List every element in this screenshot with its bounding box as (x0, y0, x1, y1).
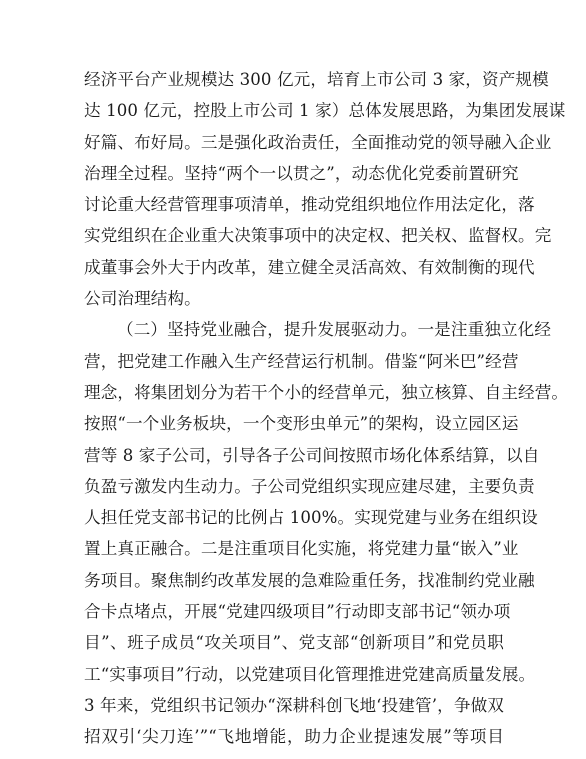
text-line: 营等 8 家子公司，引导各子公司间按照市场化体系结算，以自 (84, 445, 540, 465)
text-line: 3 年来，党组织书记领办“深耕科创飞地‘投建管’，争做双 (84, 695, 504, 715)
text-line: 合卡点堵点，开展“党建四级项目”行动即支部书记“领办项 (84, 602, 511, 622)
text-line: 实党组织在企业重大决策事项中的决定权、把关权、监督权。完 (84, 226, 552, 246)
text-line: 营，把党建工作融入生产经营运行机制。借鉴“阿米巴”经营 (84, 351, 519, 371)
text-line: 置上真正融合。二是注重项目化实施，将党建力量“嵌入”业 (84, 539, 519, 559)
text-line: 理念，将集团划分为若干个小的经营单元，独立核算、自主经营。 (84, 382, 569, 402)
text-line: 成董事会外大于内改革，建立健全灵活高效、有效制衡的现代 (84, 257, 535, 277)
text-line: 负盈亏激发内生动力。子公司党组织实现应建尽建，主要负责 (84, 476, 535, 496)
text-line: 公司治理结构。 (84, 289, 201, 309)
text-line: 好篇、布好局。三是强化政治责任，全面推动党的领导融入企业 (84, 132, 552, 152)
text-line: 招双引‘尖刀连’”“飞地增能，助力企业提速发展”等项目 (84, 727, 504, 747)
text-line: 目”、班子成员“攻关项目”、党支部“创新项目”和党员职 (84, 633, 504, 653)
text-line: 人担任党支部书记的比例占 100%。实现党建与业务在组织设 (84, 508, 538, 528)
text-line: 按照“一个业务板块，一个变形虫单元”的架构，设立园区运 (84, 414, 519, 434)
text-line: 经济平台产业规模达 300 亿元，培育上市公司 3 家，资产规模 (84, 70, 549, 89)
body-text (84, 64, 569, 753)
text-line: 务项目。聚焦制约改革发展的急难险重任务，找准制约党业融 (84, 570, 535, 590)
text-line: 达 100 亿元，控股上市公司 1 家）总体发展思路，为集团发展谋 (84, 101, 566, 121)
section-heading-line: （二）坚持党业融合，提升发展驱动力。一是注重独立化经 (117, 320, 552, 340)
text-line: 工“实事项目”行动，以党建项目化管理推进党建高质量发展。 (84, 664, 536, 684)
text-line: 治理全过程。坚持“两个一以贯之”，动态优化党委前置研究 (84, 163, 519, 183)
text-line: 讨论重大经营管理事项清单，推动党组织地位作用法定化，落 (84, 195, 535, 215)
